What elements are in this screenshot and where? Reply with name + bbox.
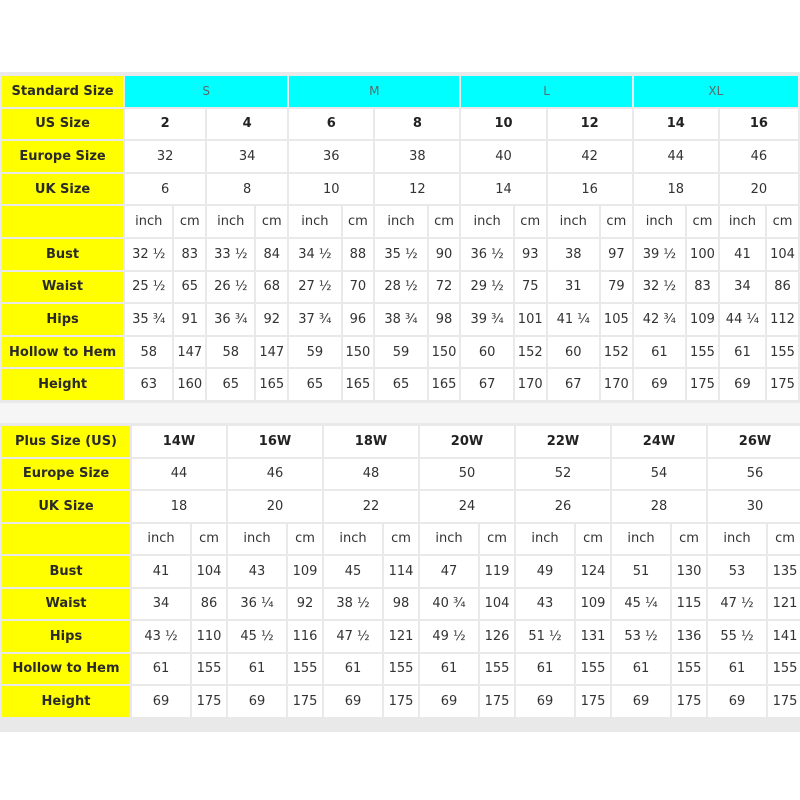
unit-inch: inch — [228, 524, 286, 555]
measurement-value: 130 — [672, 556, 706, 587]
size-letter: XL — [634, 76, 798, 107]
measurement-value: 72 — [429, 272, 460, 303]
unit-inch: inch — [708, 524, 766, 555]
measurement-value: 43 — [516, 589, 574, 620]
measurement-value: 47 ½ — [324, 621, 382, 652]
unit-cm: cm — [256, 206, 287, 237]
measurement-value: 36 ½ — [461, 239, 512, 270]
measurement-label: Bust — [2, 556, 130, 587]
size-letter: S — [125, 76, 287, 107]
measurement-value: 155 — [288, 654, 322, 685]
unit-cm: cm — [384, 524, 418, 555]
uk-size-row — [2, 174, 798, 205]
measurement-value: 69 — [634, 369, 685, 400]
measurement-row — [2, 304, 798, 335]
measurement-value: 44 ¼ — [720, 304, 765, 335]
unit-inch: inch — [612, 524, 670, 555]
uk-size-value: 28 — [612, 491, 706, 522]
measurement-value: 61 — [612, 654, 670, 685]
measurement-value: 61 — [228, 654, 286, 685]
measurement-value: 150 — [429, 337, 460, 368]
measurement-value: 69 — [228, 686, 286, 717]
unit-inch: inch — [720, 206, 765, 237]
measurement-value: 150 — [343, 337, 374, 368]
uk-size-row — [2, 491, 800, 522]
measurement-value: 36 ¼ — [228, 589, 286, 620]
measurement-value: 83 — [687, 272, 718, 303]
size-header-label: Standard Size — [2, 76, 123, 107]
uk-size-value: 10 — [289, 174, 373, 205]
unit-cm: cm — [192, 524, 226, 555]
measurement-value: 38 ½ — [324, 589, 382, 620]
measurement-value: 98 — [429, 304, 460, 335]
measurement-label: Hips — [2, 304, 123, 335]
us-size-value: 6 — [289, 109, 373, 140]
measurement-value: 33 ½ — [207, 239, 254, 270]
uk-size-value: 24 — [420, 491, 514, 522]
measurement-label: Waist — [2, 589, 130, 620]
unit-inch: inch — [375, 206, 426, 237]
measurement-value: 116 — [288, 621, 322, 652]
measurement-value: 121 — [384, 621, 418, 652]
europe-size-value: 32 — [125, 141, 205, 172]
measurement-value: 104 — [480, 589, 514, 620]
unit-label-blank — [2, 206, 123, 237]
measurement-row — [2, 369, 798, 400]
measurement-value: 155 — [767, 337, 798, 368]
measurement-value: 47 — [420, 556, 478, 587]
uk-size-value: 12 — [375, 174, 459, 205]
measurement-value: 25 ½ — [125, 272, 172, 303]
measurement-value: 59 — [289, 337, 340, 368]
measurement-value: 97 — [601, 239, 632, 270]
measurement-value: 155 — [192, 654, 226, 685]
measurement-value: 131 — [576, 621, 610, 652]
measurement-value: 53 — [708, 556, 766, 587]
measurement-label: Height — [2, 369, 123, 400]
measurement-value: 53 ½ — [612, 621, 670, 652]
measurement-value: 65 — [207, 369, 254, 400]
measurement-label: Hollow to Hem — [2, 654, 130, 685]
measurement-value: 115 — [672, 589, 706, 620]
unit-row — [2, 524, 800, 555]
europe-size-value: 44 — [634, 141, 718, 172]
plus-size-value: 20W — [420, 426, 514, 457]
measurement-value: 86 — [192, 589, 226, 620]
measurement-row — [2, 337, 798, 368]
us-size-value: 8 — [375, 109, 459, 140]
europe-size-value: 34 — [207, 141, 287, 172]
measurement-value: 40 ¾ — [420, 589, 478, 620]
measurement-row — [2, 621, 800, 652]
measurement-value: 165 — [256, 369, 287, 400]
measurement-value: 43 ½ — [132, 621, 190, 652]
measurement-value: 38 — [548, 239, 599, 270]
measurement-value: 61 — [324, 654, 382, 685]
measurement-row — [2, 589, 800, 620]
measurement-label: Waist — [2, 272, 123, 303]
measurement-value: 39 ¾ — [461, 304, 512, 335]
measurement-value: 175 — [480, 686, 514, 717]
measurement-value: 105 — [601, 304, 632, 335]
us-size-value: 16 — [720, 109, 798, 140]
us-size-value: 4 — [207, 109, 287, 140]
size-letter: L — [461, 76, 631, 107]
unit-cm: cm — [768, 524, 800, 555]
size-letter: M — [289, 76, 459, 107]
measurement-value: 27 ½ — [289, 272, 340, 303]
measurement-value: 31 — [548, 272, 599, 303]
measurement-value: 32 ½ — [125, 239, 172, 270]
plus-size-value: 18W — [324, 426, 418, 457]
measurement-value: 51 ½ — [516, 621, 574, 652]
measurement-label: Hollow to Hem — [2, 337, 123, 368]
measurement-value: 61 — [420, 654, 478, 685]
measurement-value: 155 — [480, 654, 514, 685]
measurement-value: 67 — [548, 369, 599, 400]
measurement-value: 152 — [515, 337, 546, 368]
unit-inch: inch — [548, 206, 599, 237]
europe-size-value: 36 — [289, 141, 373, 172]
us-size-label: US Size — [2, 109, 123, 140]
measurement-value: 165 — [429, 369, 460, 400]
measurement-value: 124 — [576, 556, 610, 587]
unit-cm: cm — [767, 206, 798, 237]
unit-inch: inch — [125, 206, 172, 237]
europe-size-value: 52 — [516, 459, 610, 490]
measurement-value: 104 — [192, 556, 226, 587]
measurement-value: 84 — [256, 239, 287, 270]
measurement-value: 69 — [612, 686, 670, 717]
europe-size-value: 46 — [228, 459, 322, 490]
measurement-value: 109 — [288, 556, 322, 587]
measurement-value: 37 ¾ — [289, 304, 340, 335]
measurement-value: 45 ¼ — [612, 589, 670, 620]
measurement-value: 47 ½ — [708, 589, 766, 620]
plus-size-value: 16W — [228, 426, 322, 457]
measurement-value: 155 — [768, 654, 800, 685]
measurement-value: 61 — [132, 654, 190, 685]
unit-cm: cm — [429, 206, 460, 237]
measurement-value: 93 — [515, 239, 546, 270]
measurement-value: 88 — [343, 239, 374, 270]
measurement-value: 59 — [375, 337, 426, 368]
measurement-value: 69 — [132, 686, 190, 717]
us-size-value: 14 — [634, 109, 718, 140]
measurement-value: 135 — [768, 556, 800, 587]
uk-size-value: 16 — [548, 174, 632, 205]
uk-size-value: 8 — [207, 174, 287, 205]
measurement-value: 147 — [174, 337, 205, 368]
measurement-row — [2, 654, 800, 685]
measurement-value: 58 — [207, 337, 254, 368]
measurement-value: 49 ½ — [420, 621, 478, 652]
measurement-value: 101 — [515, 304, 546, 335]
measurement-value: 170 — [601, 369, 632, 400]
measurement-value: 90 — [429, 239, 460, 270]
measurement-value: 67 — [461, 369, 512, 400]
unit-inch: inch — [420, 524, 478, 555]
measurement-value: 34 — [720, 272, 765, 303]
measurement-value: 109 — [687, 304, 718, 335]
unit-inch: inch — [634, 206, 685, 237]
measurement-value: 104 — [767, 239, 798, 270]
europe-size-value: 46 — [720, 141, 798, 172]
measurement-label: Height — [2, 686, 130, 717]
measurement-value: 61 — [634, 337, 685, 368]
measurement-value: 147 — [256, 337, 287, 368]
measurement-value: 35 ½ — [375, 239, 426, 270]
measurement-value: 152 — [601, 337, 632, 368]
uk-size-value: 26 — [516, 491, 610, 522]
us-size-value: 12 — [548, 109, 632, 140]
europe-size-value: 48 — [324, 459, 418, 490]
europe-size-label: Europe Size — [2, 141, 123, 172]
measurement-value: 32 ½ — [634, 272, 685, 303]
standard-size-table — [0, 74, 800, 402]
measurement-value: 58 — [125, 337, 172, 368]
unit-cm: cm — [343, 206, 374, 237]
measurement-value: 41 — [132, 556, 190, 587]
measurement-value: 63 — [125, 369, 172, 400]
measurement-value: 170 — [515, 369, 546, 400]
europe-size-label: Europe Size — [2, 459, 130, 490]
plus-size-table — [0, 424, 800, 719]
measurement-value: 69 — [420, 686, 478, 717]
measurement-value: 26 ½ — [207, 272, 254, 303]
uk-size-value: 30 — [708, 491, 800, 522]
measurement-value: 70 — [343, 272, 374, 303]
unit-cm: cm — [288, 524, 322, 555]
measurement-value: 96 — [343, 304, 374, 335]
unit-cm: cm — [174, 206, 205, 237]
measurement-value: 69 — [516, 686, 574, 717]
measurement-value: 65 — [289, 369, 340, 400]
measurement-value: 155 — [576, 654, 610, 685]
measurement-value: 69 — [324, 686, 382, 717]
measurement-value: 121 — [768, 589, 800, 620]
europe-size-value: 44 — [132, 459, 226, 490]
unit-cm: cm — [515, 206, 546, 237]
measurement-value: 175 — [672, 686, 706, 717]
measurement-value: 119 — [480, 556, 514, 587]
measurement-value: 65 — [375, 369, 426, 400]
uk-size-label: UK Size — [2, 174, 123, 205]
measurement-value: 35 ¾ — [125, 304, 172, 335]
measurement-value: 175 — [192, 686, 226, 717]
measurement-value: 29 ½ — [461, 272, 512, 303]
measurement-value: 100 — [687, 239, 718, 270]
measurement-value: 61 — [720, 337, 765, 368]
measurement-value: 79 — [601, 272, 632, 303]
measurement-value: 75 — [515, 272, 546, 303]
uk-size-value: 18 — [634, 174, 718, 205]
measurement-value: 69 — [708, 686, 766, 717]
table-separator — [0, 403, 800, 423]
plus-size-value: 14W — [132, 426, 226, 457]
measurement-value: 155 — [672, 654, 706, 685]
europe-size-value: 50 — [420, 459, 514, 490]
measurement-value: 28 ½ — [375, 272, 426, 303]
unit-inch: inch — [132, 524, 190, 555]
measurement-value: 160 — [174, 369, 205, 400]
unit-cm: cm — [576, 524, 610, 555]
unit-cm: cm — [687, 206, 718, 237]
measurement-value: 68 — [256, 272, 287, 303]
measurement-value: 110 — [192, 621, 226, 652]
measurement-value: 45 — [324, 556, 382, 587]
unit-label-blank — [2, 524, 130, 555]
measurement-value: 109 — [576, 589, 610, 620]
uk-size-value: 20 — [720, 174, 798, 205]
measurement-row — [2, 272, 798, 303]
uk-size-value: 6 — [125, 174, 205, 205]
measurement-row — [2, 686, 800, 717]
unit-cm: cm — [480, 524, 514, 555]
measurement-value: 92 — [288, 589, 322, 620]
measurement-value: 61 — [516, 654, 574, 685]
europe-size-value: 42 — [548, 141, 632, 172]
size-header-label: Plus Size (US) — [2, 426, 130, 457]
measurement-value: 45 ½ — [228, 621, 286, 652]
europe-size-row — [2, 459, 800, 490]
measurement-value: 136 — [672, 621, 706, 652]
measurement-value: 155 — [687, 337, 718, 368]
measurement-value: 175 — [288, 686, 322, 717]
measurement-value: 55 ½ — [708, 621, 766, 652]
measurement-value: 83 — [174, 239, 205, 270]
measurement-value: 41 ¼ — [548, 304, 599, 335]
measurement-value: 43 — [228, 556, 286, 587]
uk-size-label: UK Size — [2, 491, 130, 522]
measurement-value: 34 — [132, 589, 190, 620]
europe-size-value: 40 — [461, 141, 545, 172]
measurement-value: 49 — [516, 556, 574, 587]
measurement-value: 175 — [687, 369, 718, 400]
unit-row — [2, 206, 798, 237]
uk-size-value: 20 — [228, 491, 322, 522]
measurement-value: 98 — [384, 589, 418, 620]
measurement-value: 165 — [343, 369, 374, 400]
measurement-row — [2, 239, 798, 270]
europe-size-row — [2, 141, 798, 172]
measurement-value: 114 — [384, 556, 418, 587]
unit-inch: inch — [207, 206, 254, 237]
us-size-value: 10 — [461, 109, 545, 140]
measurement-value: 39 ½ — [634, 239, 685, 270]
size-header-row — [2, 76, 798, 107]
measurement-label: Bust — [2, 239, 123, 270]
measurement-value: 60 — [548, 337, 599, 368]
uk-size-value: 18 — [132, 491, 226, 522]
europe-size-value: 56 — [708, 459, 800, 490]
us-size-row — [2, 109, 798, 140]
measurement-value: 65 — [174, 272, 205, 303]
measurement-value: 175 — [576, 686, 610, 717]
plus-size-value: 26W — [708, 426, 800, 457]
measurement-value: 36 ¾ — [207, 304, 254, 335]
europe-size-value: 54 — [612, 459, 706, 490]
measurement-value: 175 — [768, 686, 800, 717]
unit-inch: inch — [324, 524, 382, 555]
plus-size-value: 22W — [516, 426, 610, 457]
unit-inch: inch — [516, 524, 574, 555]
measurement-value: 126 — [480, 621, 514, 652]
us-size-value: 2 — [125, 109, 205, 140]
measurement-value: 69 — [720, 369, 765, 400]
measurement-value: 38 ¾ — [375, 304, 426, 335]
measurement-value: 60 — [461, 337, 512, 368]
measurement-value: 51 — [612, 556, 670, 587]
unit-inch: inch — [461, 206, 512, 237]
measurement-label: Hips — [2, 621, 130, 652]
measurement-value: 91 — [174, 304, 205, 335]
unit-cm: cm — [601, 206, 632, 237]
measurement-value: 86 — [767, 272, 798, 303]
measurement-value: 41 — [720, 239, 765, 270]
measurement-row — [2, 556, 800, 587]
measurement-value: 34 ½ — [289, 239, 340, 270]
measurement-value: 155 — [384, 654, 418, 685]
plus-size-value: 24W — [612, 426, 706, 457]
uk-size-value: 14 — [461, 174, 545, 205]
measurement-value: 175 — [767, 369, 798, 400]
size-header-row — [2, 426, 800, 457]
measurement-value: 141 — [768, 621, 800, 652]
measurement-value: 61 — [708, 654, 766, 685]
measurement-value: 92 — [256, 304, 287, 335]
unit-cm: cm — [672, 524, 706, 555]
measurement-value: 42 ¾ — [634, 304, 685, 335]
uk-size-value: 22 — [324, 491, 418, 522]
unit-inch: inch — [289, 206, 340, 237]
measurement-value: 112 — [767, 304, 798, 335]
measurement-value: 175 — [384, 686, 418, 717]
europe-size-value: 38 — [375, 141, 459, 172]
